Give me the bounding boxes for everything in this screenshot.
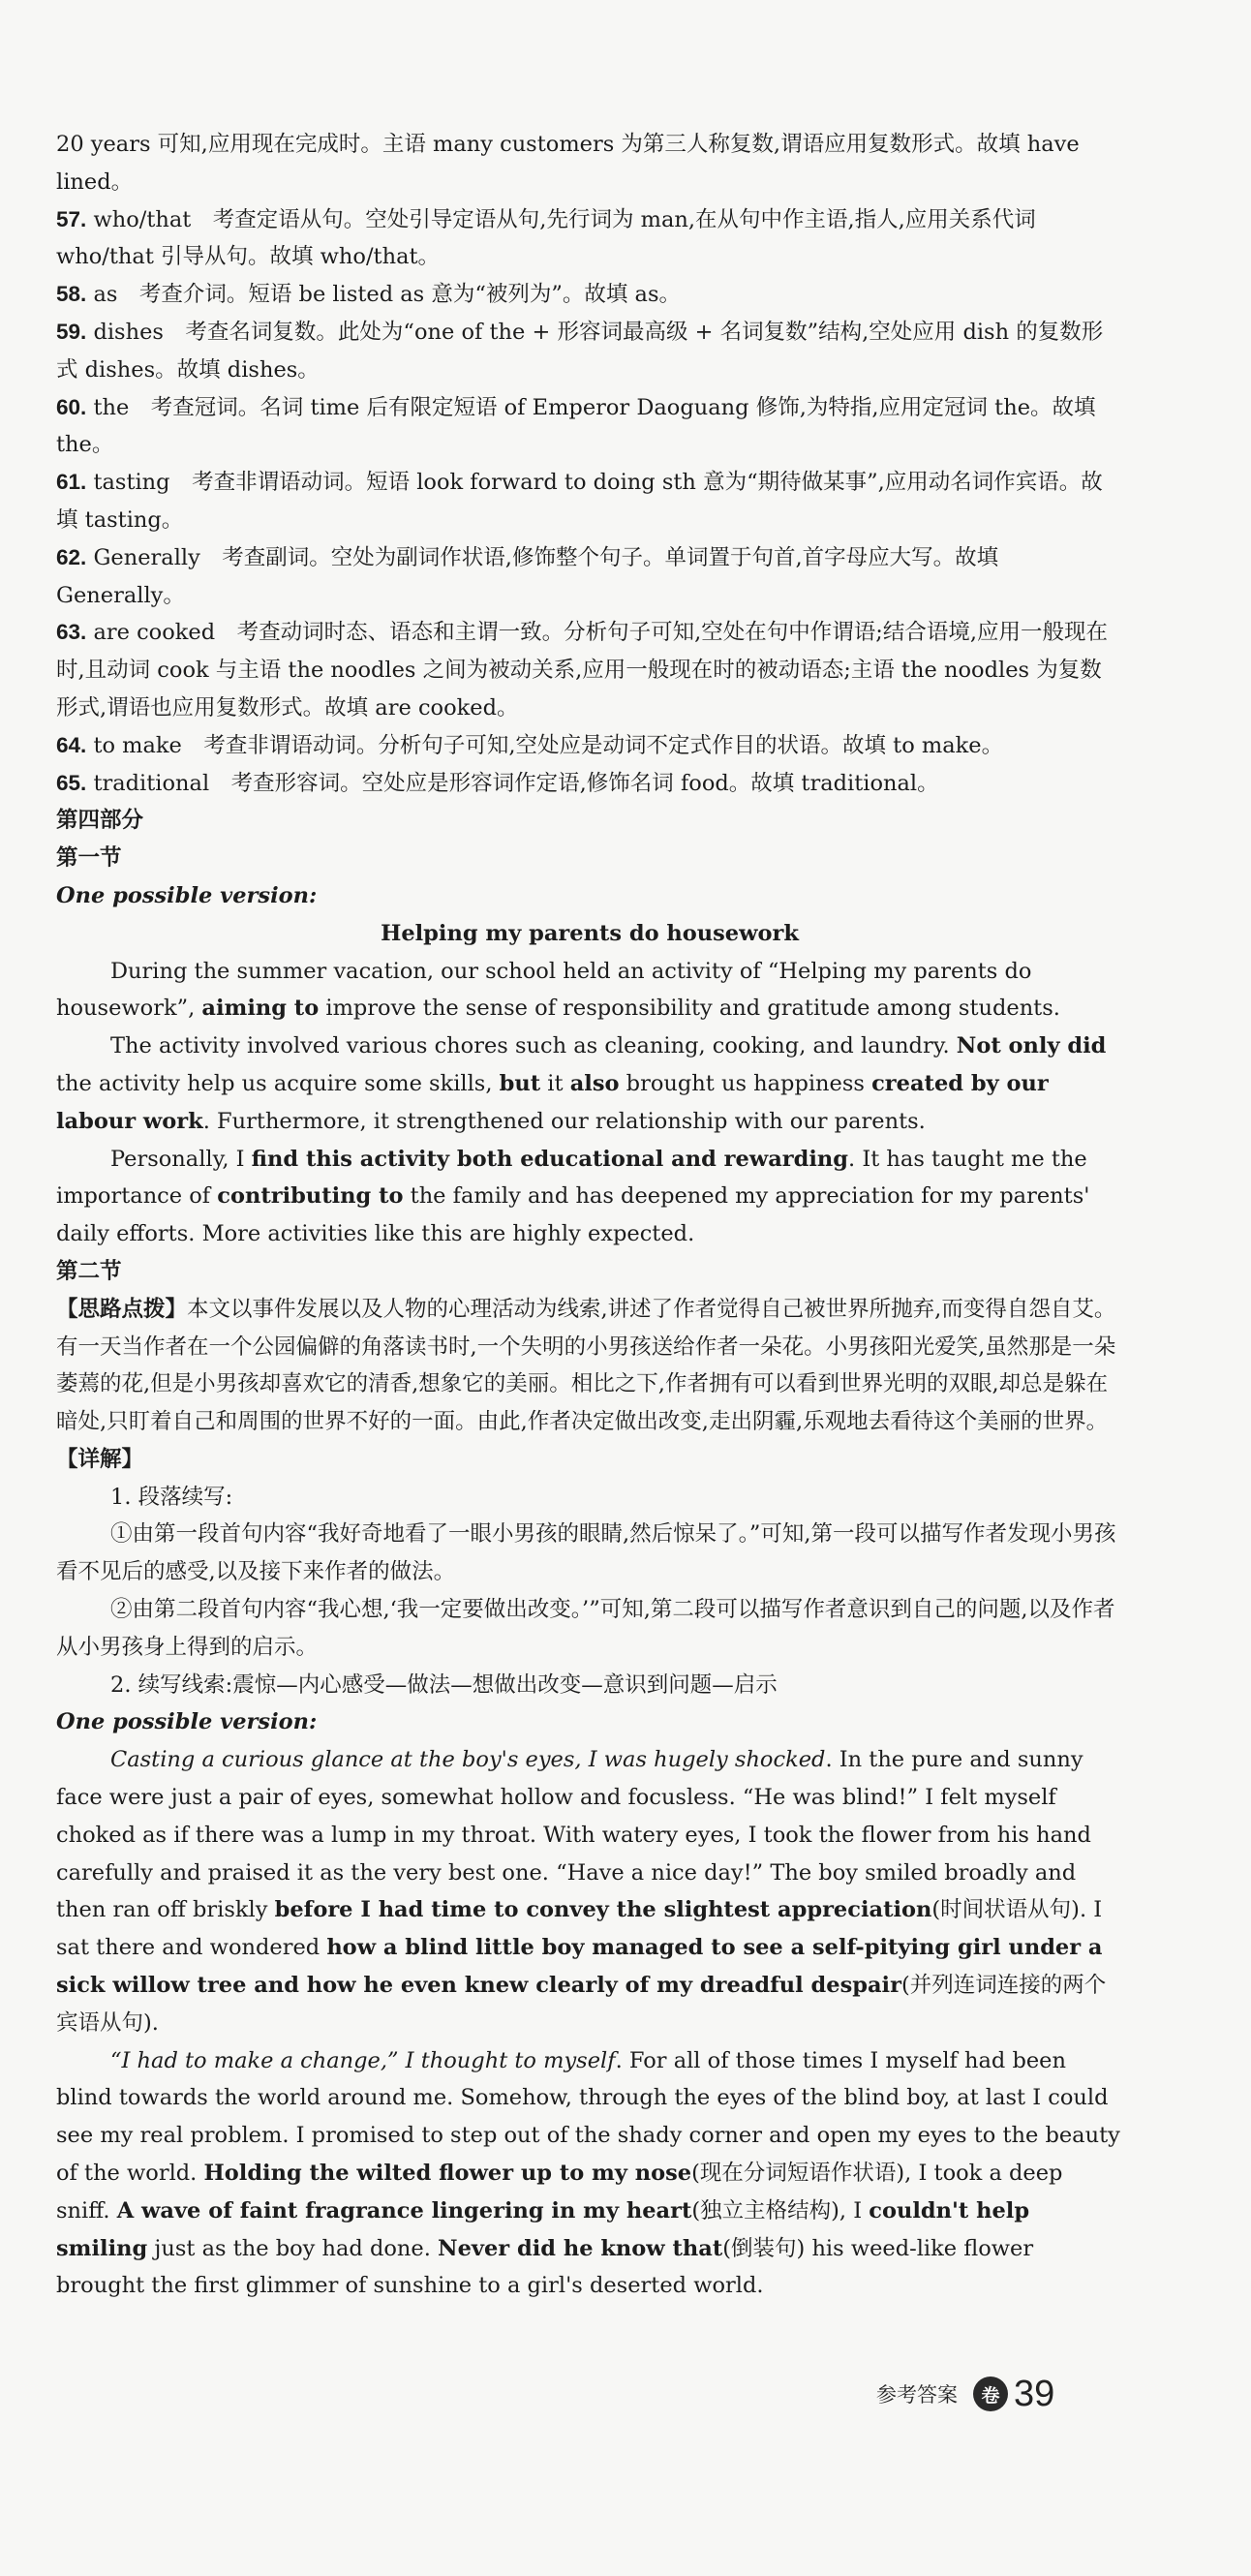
page-footer (876, 2370, 1054, 2418)
detail-label: 【详解】 (56, 1446, 144, 1471)
answer-61: 61. tasting 考查非谓语动词。短语 look forward to doing sth 意为“期待做某事”,应用动名词作宾语。故填 tasting。 (56, 470, 1103, 533)
answer-64: 64. to make 考查非谓语动词。分析句子可知,空处应是动词不定式作目的状语。故填 to make。 (56, 732, 1004, 758)
answer-continuation: 20 years 可知,应用现在完成时。主语 many customers 为第三人称复数,谓语应用复数形式。故填 have lined。 (56, 132, 1080, 195)
detail-item-1: 1. 段落续写: (110, 1484, 233, 1510)
page-number: 39 (1014, 2373, 1055, 2414)
section2-version-label: One possible version: (56, 1709, 318, 1735)
essay-title: Helping my parents do housework (381, 920, 799, 946)
volume-badge: 卷 (973, 2377, 1008, 2411)
idea-paragraph: 【思路点拨】本文以事件发展以及人物的心理活动为线索,讲述了作者觉得自己被世界所抛弃,而变得自怨自艾。有一天当作者在一个公园偏僻的角落读书时,一个失明的小男孩送给作者一朵花。小男孩阳光爱笑,虽然那是一朵萎蔫的花,但是小男孩却喜欢它的清香,想象它的美丽。相比之下,作者拥有可以看到世界光明的双眼,却总是躲在暗处,只盯着自己和周围的世界不好的一面。由此,作者决定做出改变,走出阴霾,乐观地去看待这个美丽的世界。 (56, 1296, 1116, 1435)
answer-59: 59. dishes 考查名词复数。此处为“one of the + 形容词最高级 + 名词复数”结构,空处应用 dish 的复数形式 dishes。故填 dishes。 (56, 319, 1104, 383)
section2-heading: 第二节 (56, 1258, 122, 1283)
answer-63: 63. are cooked 考查动词时态、语态和主谓一致。分析句子可知,空处在句中作谓语;结合语境,应用一般现在时,且动词 cook 与主语 the noodles 之间为被动关系,应用一般现在时的被动语态;主语 the noodles 为复数形式,谓语也应用复数形式。故填 are cooked。 (56, 620, 1109, 721)
answer-60: 60. the 考查冠词。名词 time 后有限定短语 of Emperor Daoguang 修饰,为特指,应用定冠词 the。故填 the。 (56, 394, 1096, 458)
detail-item-4: 2. 续写线索:震惊—内心感受—做法—想做出改变—意识到问题—启示 (110, 1671, 778, 1698)
section1-heading: 第一节 (56, 845, 122, 871)
answer-content (56, 126, 1123, 2305)
answer-58: 58. as 考查介词。短语 be listed as 意为“被列为”。故填 as。 (56, 282, 682, 308)
continuation-paragraph-1: Casting a curious glance at the boy's eyes, I was hugely shocked. In the pure and sunny face were just a pair of eyes, somewhat hollow and focusless. “He was blind!” I felt myself choked as if there was a lump in my throat. With watery eyes, I took the flower from his hand carefully and praised it as the very best one. “Have a nice day!” The boy smiled broadly and then ran off briskly before I had time to convey the slightest appreciation(时间状语从句). I sat there and wondered how a blind little boy managed to see a self-pitying girl under a sick willow tree and how he even knew clearly of my dreadful despair(并列连词连接的两个宾语从句). (56, 1747, 1107, 2036)
answer-57: 57. who/that 考查定语从句。空处引导定语从句,先行词为 man,在从句中作主语,指人,应用关系代词 who/that 引导从句。故填 who/that。 (56, 206, 1036, 270)
detail-item-2: ①由第一段首句内容“我好奇地看了一眼小男孩的眼睛,然后惊呆了。”可知,第一段可以描写作者发现小男孩看不见后的感受,以及接下来作者的做法。 (56, 1521, 1116, 1585)
essay-paragraph-1: During the summer vacation, our school held an activity of “Helping my parents do housework”, aiming to improve the sense of responsibility and gratitude among students. (56, 958, 1060, 1022)
essay-paragraph-3: Personally, I find this activity both educational and rewarding. It has taught me the importance of contributing to the family and has deepened my appreciation for my parents' daily efforts. More activities like this are highly expected. (56, 1146, 1090, 1247)
answer-65: 65. traditional 考查形容词。空处应是形容词作定语,修饰名词 food。故填 traditional。 (56, 770, 939, 796)
footer-label: 参考答案 (876, 2383, 958, 2407)
section1-version-label: One possible version: (56, 882, 318, 908)
answer-62: 62. Generally 考查副词。空处为副词作状语,修饰整个句子。单词置于句首,首字母应大写。故填 Generally。 (56, 544, 999, 608)
detail-item-3: ②由第二段首句内容“我心想,‘我一定要做出改变。’”可知,第二段可以描写作者意识到自己的问题,以及作者从小男孩身上得到的启示。 (56, 1597, 1115, 1660)
essay-paragraph-2: The activity involved various chores such as cleaning, cooking, and laundry. Not only did the activity help us acquire some skills, but it also brought us happiness created by our labour work. Furthermore, it strengthened our relationship with our parents. (56, 1033, 1107, 1134)
continuation-paragraph-2: “I had to make a change,” I thought to myself. For all of those times I myself had been blind towards the world around me. Somehow, through the eyes of the blind boy, at last I could see my real problem. I promised to step out of the shady corner and open my eyes to the beauty of the world. Holding the wilted flower up to my nose(现在分词短语作状语), I took a deep sniff. A wave of faint fragrance lingering in my heart(独立主格结构), I couldn't help smiling just as the boy had done. Never did he know that(倒装句) his weed-like flower brought the first glimmer of sunshine to a girl's deserted world. (56, 2047, 1120, 2299)
part4-heading: 第四部分 (56, 808, 144, 833)
